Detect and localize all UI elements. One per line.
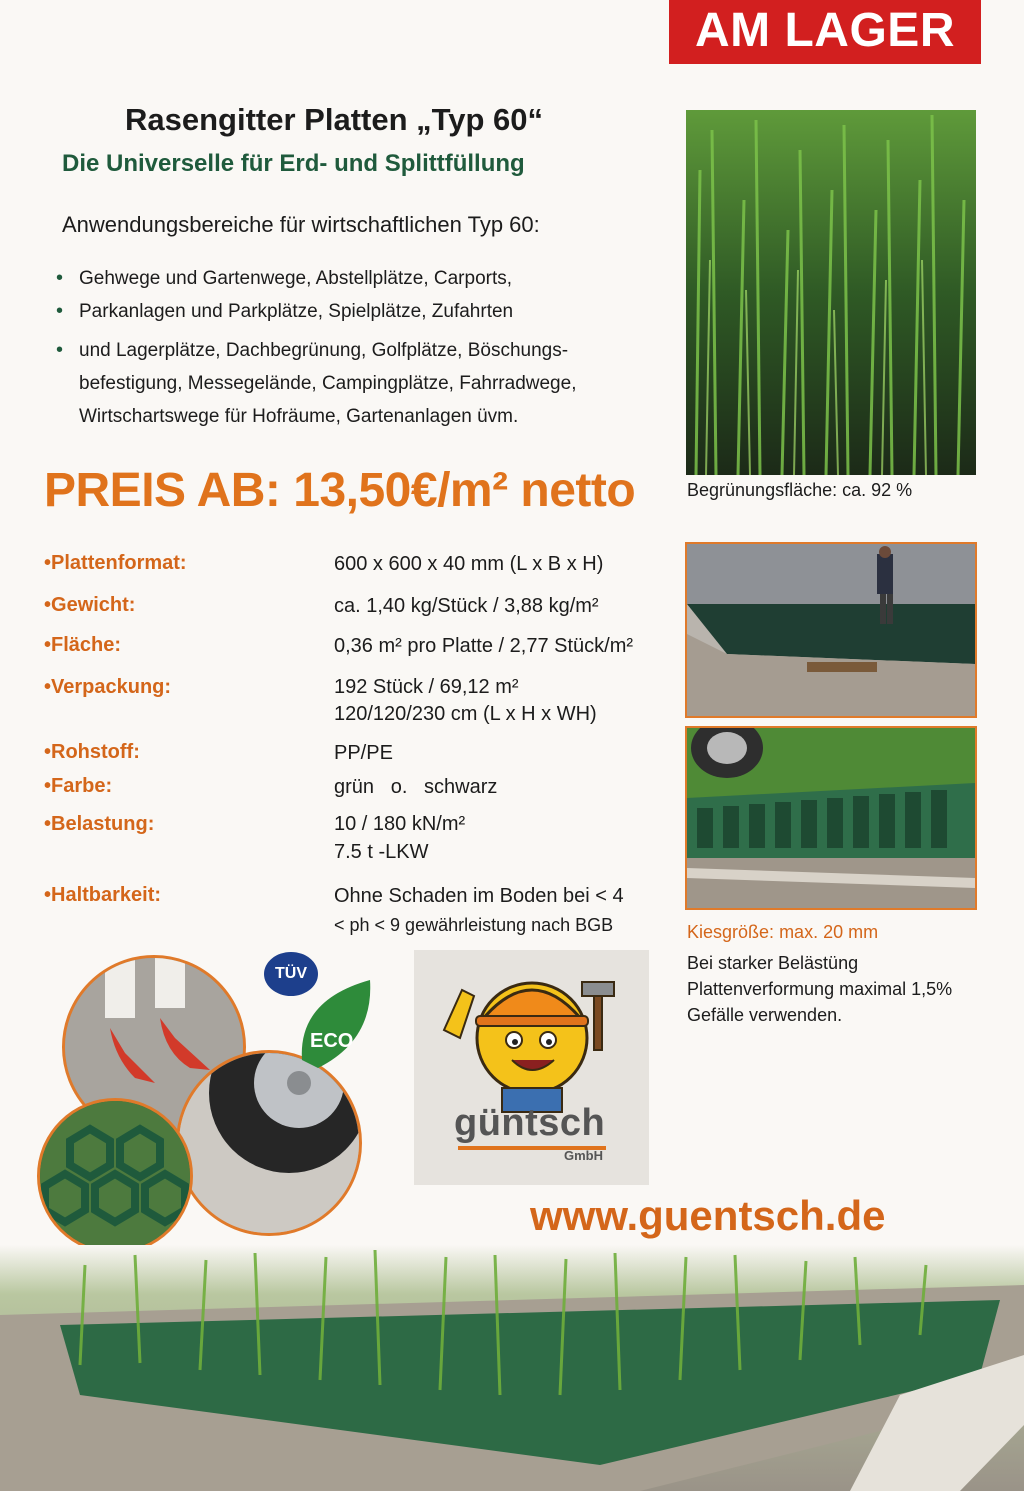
load-note: [687, 950, 952, 1028]
gravel-size-caption: [687, 922, 878, 943]
spec-value: 10 / 180 kN/m²: [334, 813, 466, 835]
spec-label: • Haltbarkeit:: [44, 884, 161, 907]
spec-value: 120/120/230 cm (L x H x WH): [334, 703, 597, 725]
gravel-grid-photo: [685, 726, 977, 910]
logo-wordmark: güntsch: [454, 1102, 606, 1144]
list-item: • Parkanlagen und Parkplätze, Spielplätze, Zufahrten: [56, 295, 656, 328]
company-logo: [414, 950, 649, 1185]
tuv-label: TÜV: [264, 952, 318, 996]
gravel-size-label: Kiesgröße:: [687, 922, 775, 942]
grass-closeup-photo: [686, 110, 976, 475]
spec-value: Ohne Schaden im Boden bei < 4: [334, 885, 624, 907]
spec-value: 0,36 m² pro Platte / 2,77 Stück/m²: [334, 635, 634, 657]
spec-value: 600 x 600 x 40 mm (L x B x H): [334, 553, 604, 575]
bottom-banner-photo: [0, 1245, 1024, 1491]
note-line: Bei starker Belästüng: [687, 953, 859, 973]
spec-label: • Gewicht:: [44, 594, 135, 617]
spec-value: 7.5 t -LKW: [334, 841, 429, 863]
spec-label: • Belastung:: [44, 813, 154, 836]
spec-label: • Farbe:: [44, 775, 112, 798]
spec-value: grün o. schwarz: [334, 776, 498, 798]
spec-value: 192 Stück / 69,12 m²: [334, 676, 519, 698]
website-link[interactable]: www.guentsch.de: [530, 1192, 886, 1239]
price-headline: PREIS AB: 13,50€/m² netto: [44, 464, 636, 517]
logo-suffix: GmbH: [564, 1148, 603, 1163]
spec-value: ca. 1,40 kg/Stück / 3,88 kg/m²: [334, 595, 599, 617]
eco-leaf-icon: [298, 980, 374, 1076]
installation-photo: [685, 542, 977, 718]
list-item: • und Lagerplätze, Dachbegrünung, Golfplätze, Böschungs-befestigung, Messegelände, Campingplätze, Fahrradwege, Wirtschartswege für Hofräume, Gartenanlagen üvm.: [56, 334, 656, 433]
eco-label: ECO: [310, 1030, 354, 1052]
spec-label: • Verpackung:: [44, 676, 171, 699]
list-item: • Gehwege und Gartenwege, Abstellplätze, Carports,: [56, 262, 656, 295]
spec-label: • Fläche:: [44, 634, 121, 657]
spec-value: PP/PE: [334, 742, 393, 764]
applications-heading: Anwendungsbereiche für wirtschaftlichen Typ 60:: [62, 212, 540, 237]
spec-label: • Plattenformat:: [44, 552, 187, 575]
hex-grid-photo: [37, 1098, 193, 1254]
spec-label: • Rohstoff:: [44, 741, 140, 764]
gravel-size-value: max. 20 mm: [779, 922, 879, 942]
in-stock-badge: AM LAGER: [669, 0, 981, 64]
note-line: Gefälle verwenden.: [687, 1005, 843, 1025]
product-subtitle: Die Universelle für Erd- und Splittfüllung: [62, 150, 525, 177]
product-title: Rasengitter Platten „Typ 60“: [125, 102, 544, 137]
spec-value: < ph < 9 gewährleistung nach BGB: [334, 915, 614, 935]
tire-photo: [176, 1050, 362, 1236]
applications-list: [56, 262, 656, 433]
note-line: Plattenverformung maximal 1,5%: [687, 979, 953, 999]
greening-caption: Begrünungsfläche: ca. 92 %: [687, 480, 913, 500]
